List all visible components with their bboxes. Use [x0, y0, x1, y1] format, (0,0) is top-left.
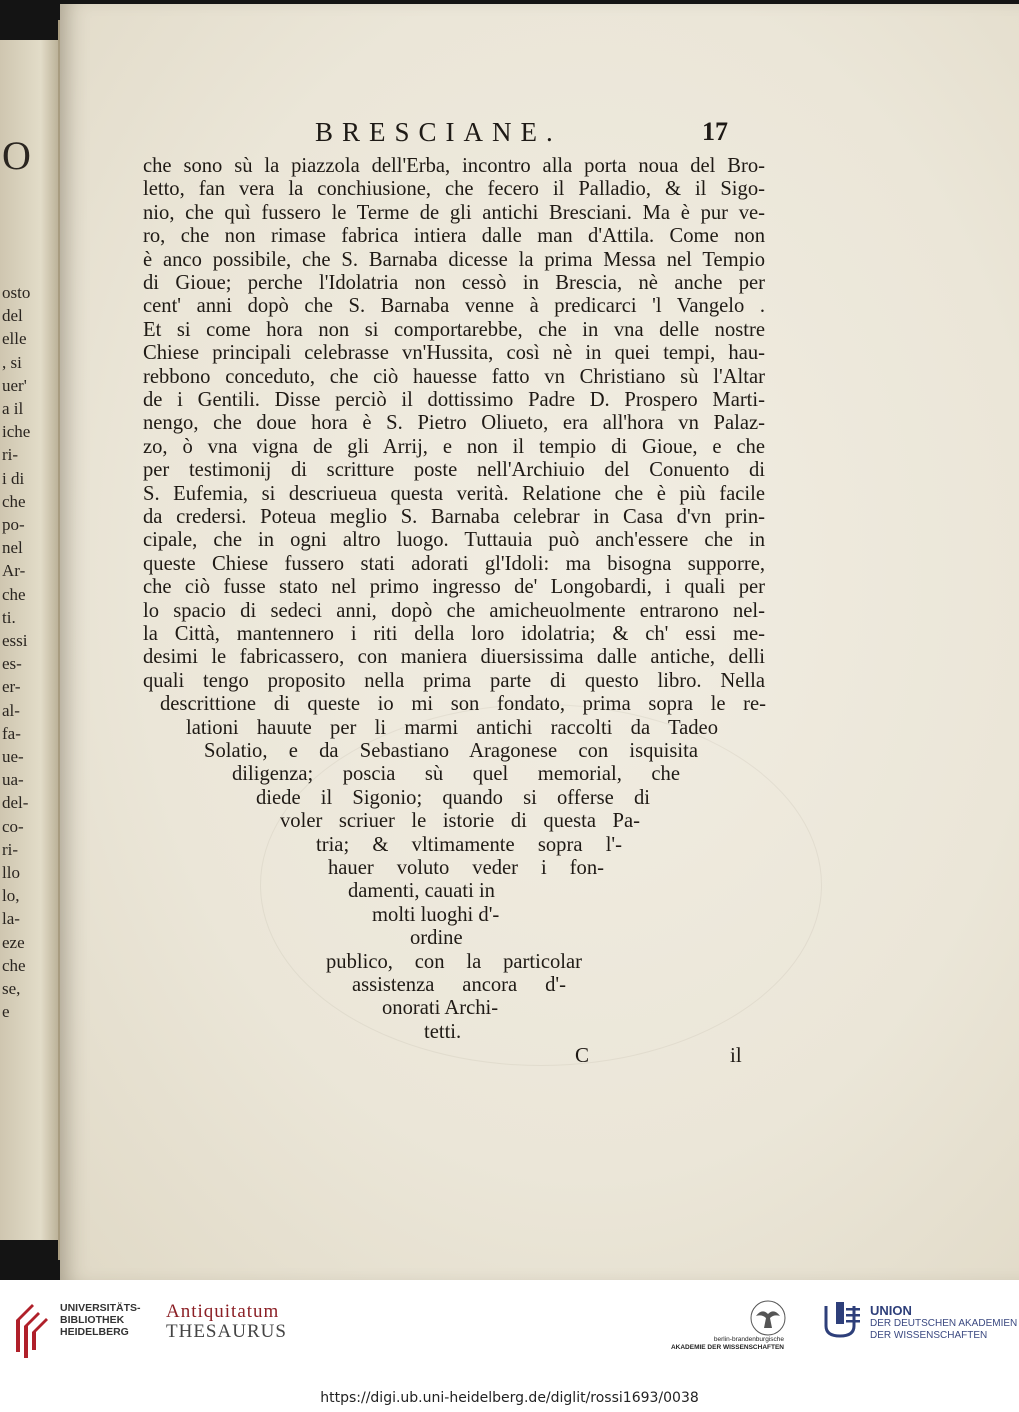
facing-page-fragment-line: che — [2, 491, 26, 511]
union-title: UNION — [870, 1303, 912, 1318]
bbaw-name[interactable] — [654, 1336, 784, 1352]
text-line: è anco possibile, che S. Barnaba dicesse la prima Messa nel Tempio — [143, 248, 765, 271]
text-line: Et si come hora non si comportarebbe, che in vna delle nostre — [143, 318, 765, 341]
union-academies-logo[interactable] — [822, 1300, 864, 1340]
text-line: per testimonij di scritture poste nell'Archiuio del Conuento di — [143, 459, 765, 482]
text-line: damenti, cauati in — [348, 880, 495, 903]
text-line: tetti. — [424, 1020, 462, 1043]
text-line: ro, che non rimase fabrica intiera dalle man d'Attila. Come non — [143, 225, 765, 248]
text-line: di Gioue; perche l'Idolatria non cessò in Brescia, nè anche per — [143, 272, 765, 294]
facing-page-fragment-line: llo — [2, 863, 20, 882]
text-line: queste Chiese fussero stati adorati gl'Idoli: ma bisogna supporre, — [143, 552, 765, 575]
text-line: zo, ò vna vigna de gli Arrij, e non il tempio di Gioue, e che — [143, 435, 765, 458]
facing-page-fragment-line: che — [2, 584, 26, 604]
page-url[interactable]: https://digi.ub.uni-heidelberg.de/diglit/rossi1693/0038 — [320, 1390, 699, 1406]
signature-mark: C — [575, 1043, 590, 1067]
text-line: lo spacio di sedeci anni, dopò che amicheuolmente entrarono nel- — [143, 599, 765, 622]
facing-page-fragment-line: po- — [2, 515, 25, 534]
antiquitatum-label: Antiquitatum — [166, 1301, 280, 1322]
facing-page-fragment-line: elle — [2, 329, 27, 349]
facing-page-fragment-line: essi — [2, 631, 28, 650]
facing-page-fragment-line: ti. — [2, 607, 16, 627]
facing-page-fragment-line: er- — [2, 677, 21, 697]
text-line: desimi le fabricassero, con maniera diuersissima dalle antiche, delli — [143, 646, 765, 669]
viewer-footer — [0, 1280, 1019, 1388]
facing-page-fragment-line: del — [2, 306, 23, 326]
facing-page-fragment-line: Ar- — [2, 561, 26, 581]
text-line: la Città, mantennero i riti della loro idolatria; & ch' essi me- — [143, 623, 765, 645]
text-line: S. Eufemia, si descriueua questa verità. Relatione che è più facile — [143, 482, 765, 505]
bbaw-eagle-icon[interactable] — [748, 1298, 788, 1338]
facing-page-fragment-line: osto — [2, 283, 31, 302]
facing-page-fragment-line: i di — [2, 468, 25, 488]
facing-page-fragment-line: iche — [2, 422, 31, 442]
text-line: diede il Sigonio; quando si offerse di — [256, 786, 650, 809]
text-line: quali tengo proposito nella prima parte di questo libro. Nella — [143, 669, 765, 692]
facing-page-fragment-line: es- — [2, 654, 22, 674]
bbaw-line: berlin-brandenburgische — [713, 1336, 784, 1343]
bbaw-line: AKADEMIE DER WISSENSCHAFTEN — [670, 1344, 784, 1351]
facing-page-fragment-line: che — [2, 955, 26, 975]
facing-page-fragment-line: al- — [2, 700, 20, 720]
facing-page-fragment-line: e — [2, 1002, 10, 1022]
text-line: lationi hauute per li marmi antichi raccolti da Tadeo — [186, 716, 718, 739]
facing-page-fragment-line: co- — [2, 816, 24, 836]
text-line: che ciò fusse stato nel primo ingresso de' Longobardi, i quali per — [143, 576, 765, 599]
facing-page-fragment-line: ua- — [2, 770, 24, 790]
text-line: Chiese principali celebrasse vn'Hussita, così nè in quei tempi, hau- — [143, 342, 765, 365]
facing-page-fragment-line: eze — [2, 932, 25, 952]
text-line: che sono sù la piazzola dell'Erba, incontro alla porta noua del Bro- — [143, 155, 765, 177]
facing-page-fragment-line: nel — [2, 538, 23, 558]
text-line: tria; & vltimamente sopra l'- — [316, 833, 622, 856]
text-line: da credersi. Poteua meglio S. Barnaba celebrar in Casa d'vn prin- — [143, 506, 765, 528]
facing-page-fragment-line: se, — [2, 979, 21, 998]
uh-line: HEIDELBERG — [60, 1326, 129, 1338]
catchword: il — [730, 1043, 742, 1067]
union-academies-name[interactable] — [870, 1304, 1017, 1342]
text-line: de i Gentili. Disse perciò il dottissimo Padre D. Prospero Marti- — [143, 389, 765, 411]
running-head: BRESCIANE. — [315, 117, 562, 147]
text-line: onorati Archi- — [382, 997, 499, 1020]
uh-line: BIBLIOTHEK — [60, 1314, 125, 1326]
facing-page-fragment-line: ue- — [2, 747, 24, 766]
page-number: 17 — [702, 117, 728, 146]
text-line: voler scriuer le istorie di questa Pa- — [280, 810, 640, 833]
text-line: hauer voluto veder i fon- — [328, 857, 604, 879]
union-sub-line: DER DEUTSCHEN AKADEMIEN — [870, 1318, 1018, 1329]
text-line: molti luoghi d'- — [372, 903, 500, 926]
antiquitatum-thesaurus-logo[interactable] — [166, 1302, 287, 1342]
facing-page-fragment-line: uer' — [2, 375, 27, 395]
facing-page-fragment-line: lo, — [2, 886, 20, 906]
text-line: Solatio, e da Sebastiano Aragonese con isquisita — [204, 740, 698, 762]
text-line: assistenza ancora d'- — [352, 974, 566, 996]
text-line: publico, con la particolar — [326, 950, 582, 973]
thesaurus-label: THESAURUS — [166, 1321, 287, 1342]
text-line: descrittione di queste io mi son fondato, prima sopra le re- — [160, 693, 766, 716]
facing-page-fragment-line: la- — [2, 909, 20, 929]
union-sub-line: DER WISSENSCHAFTEN — [870, 1330, 988, 1341]
facing-page-fragment-line: a il — [2, 399, 24, 418]
text-line: nio, che quì fussero le Terme de gli antichi Bresciani. Ma è pur ve- — [143, 201, 765, 224]
text-line: ordine — [410, 927, 463, 950]
facing-page-fragment-line: ri- — [2, 839, 19, 859]
text-line: cent' anni dopò che S. Barnaba venne à predicarci 'l Vangelo . — [143, 295, 765, 318]
text-line: rebbono conceduto, che ciò hauesse fatto vn Christiano sù l'Altar — [143, 365, 765, 388]
uh-line: UNIVERSITÄTS- — [60, 1302, 141, 1314]
facing-page-fragment-line: , si — [2, 352, 22, 372]
heidelberg-library-name[interactable] — [60, 1302, 141, 1338]
text-line: cipale, che in ogni altro luogo. Tuttauia può anch'essere che in — [143, 529, 765, 552]
union-subtitle — [870, 1318, 1017, 1342]
text-line: letto, fan vera la conchiusione, che fecero il Palladio, & il Sigo- — [143, 178, 765, 201]
text-line: nengo, che doue hora è S. Pietro Oliueto, era all'hora vn Palaz- — [143, 412, 765, 435]
facing-page-fragment-line: ri- — [2, 445, 19, 465]
heidelberg-library-logo[interactable] — [10, 1300, 52, 1360]
text-line: diligenza; poscia sù quel memorial, che — [232, 763, 680, 786]
facing-page-fragment-line: fa- — [2, 723, 21, 743]
url-bar — [0, 1388, 1019, 1412]
facing-page-fragment-line: del- — [2, 793, 29, 813]
facing-page-fragment-line: O — [2, 133, 31, 178]
